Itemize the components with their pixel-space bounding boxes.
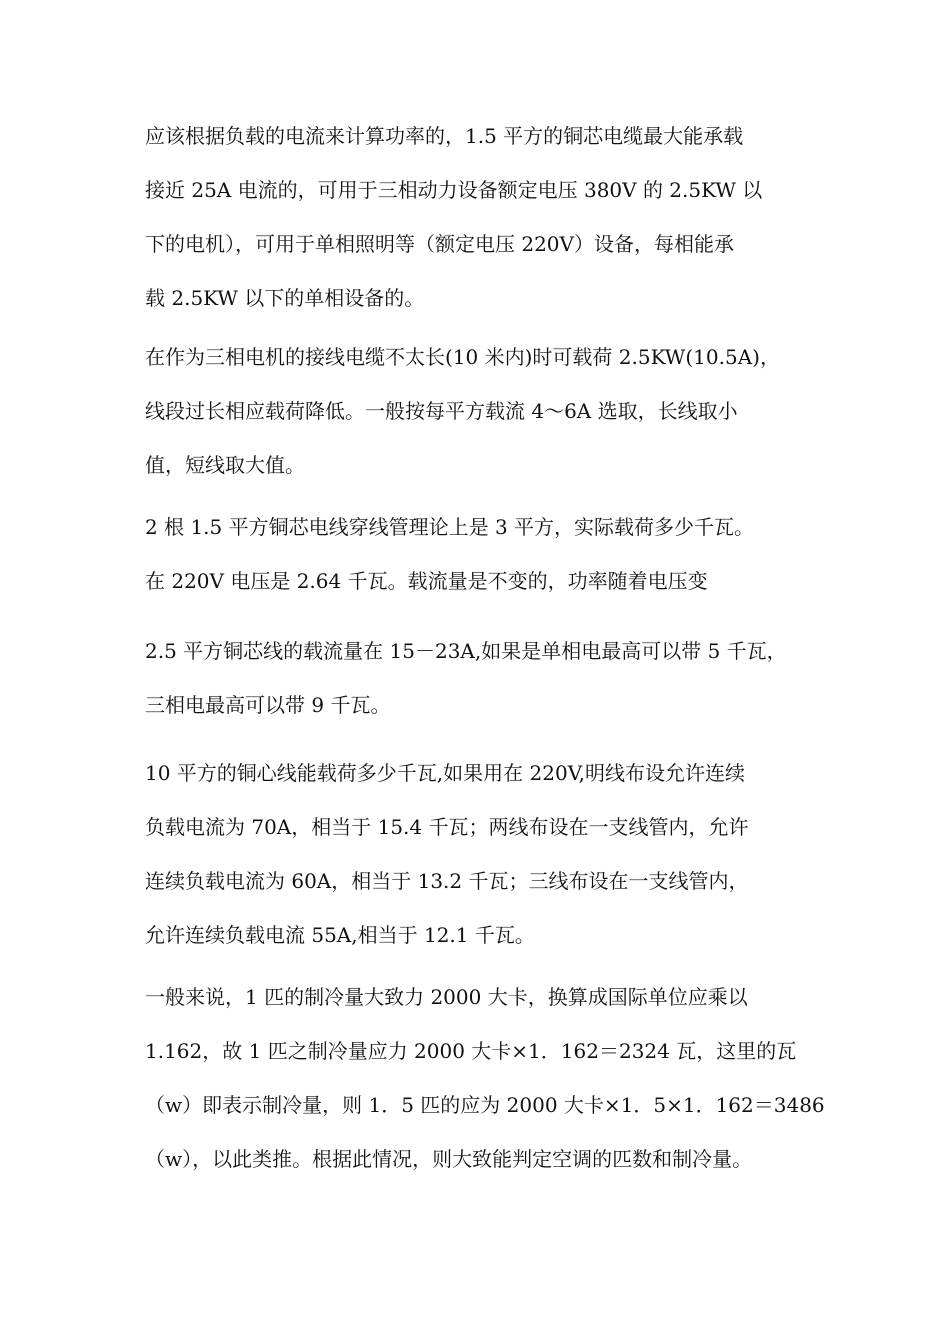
text-line: 在作为三相电机的接线电缆不太长(10 米内)时可载荷 2.5KW(10.5A)，: [145, 345, 780, 369]
paragraph-cable-1-5-capacity: [145, 109, 825, 325]
text-line: 下的电机），可用于单相照明等（额定电压 220V）设备，每相能承: [145, 232, 734, 256]
paragraph-cable-2-5-capacity: [145, 624, 825, 732]
text-line: 1.162，故 1 匹之制冷量应力 2000 大卡×1．162＝2324 瓦，这里的瓦: [145, 1039, 797, 1063]
text-line: 负载电流为 70A，相当于 15.4 千瓦；两线布设在一支线管内，允许: [145, 815, 749, 839]
text-line: 2.5 平方铜芯线的载流量在 15－23A,如果是单相电最高可以带 5 千瓦，: [145, 639, 787, 663]
text-line: 在 220V 电压是 2.64 千瓦。载流量是不变的，功率随着电压变: [145, 569, 708, 593]
text-line: 线段过长相应载荷降低。一般按每平方载流 4～6A 选取，长线取小: [145, 399, 738, 423]
text-line: （w），以此类推。根据此情况，则大致能判定空调的匹数和制冷量。: [145, 1147, 753, 1171]
text-line: 三相电最高可以带 9 千瓦。: [145, 693, 391, 717]
paragraph-three-phase-motor: [145, 330, 825, 492]
text-line: 允许连续负载电流 55A,相当于 12.1 千瓦。: [145, 923, 535, 947]
text-line: 值，短线取大值。: [145, 453, 305, 477]
text-line: 载 2.5KW 以下的单相设备的。: [145, 286, 425, 310]
paragraph-cable-10-capacity: [145, 746, 825, 962]
text-line: 连续负载电流为 60A，相当于 13.2 千瓦；三线布设在一支线管内，: [145, 869, 749, 893]
text-line: 一般来说，1 匹的制冷量大致力 2000 大卡，换算成国际单位应乘以: [145, 985, 748, 1009]
text-line: 2 根 1.5 平方铜芯电线穿线管理论上是 3 平方，实际载荷多少千瓦。: [145, 515, 755, 539]
paragraph-air-conditioner-cooling: [145, 970, 825, 1186]
paragraph-two-wires-conduit: [145, 500, 825, 608]
text-line: 接近 25A 电流的，可用于三相动力设备额定电压 380V 的 2.5KW 以: [145, 178, 763, 202]
text-line: 应该根据负载的电流来计算功率的，1.5 平方的铜芯电缆最大能承载: [145, 124, 744, 148]
text-line: （w）即表示制冷量，则 1．5 匹的应为 2000 大卡×1．5×1．162＝3486: [145, 1093, 825, 1117]
text-line: 10 平方的铜心线能载荷多少千瓦,如果用在 220V,明线布设允许连续: [145, 761, 745, 785]
